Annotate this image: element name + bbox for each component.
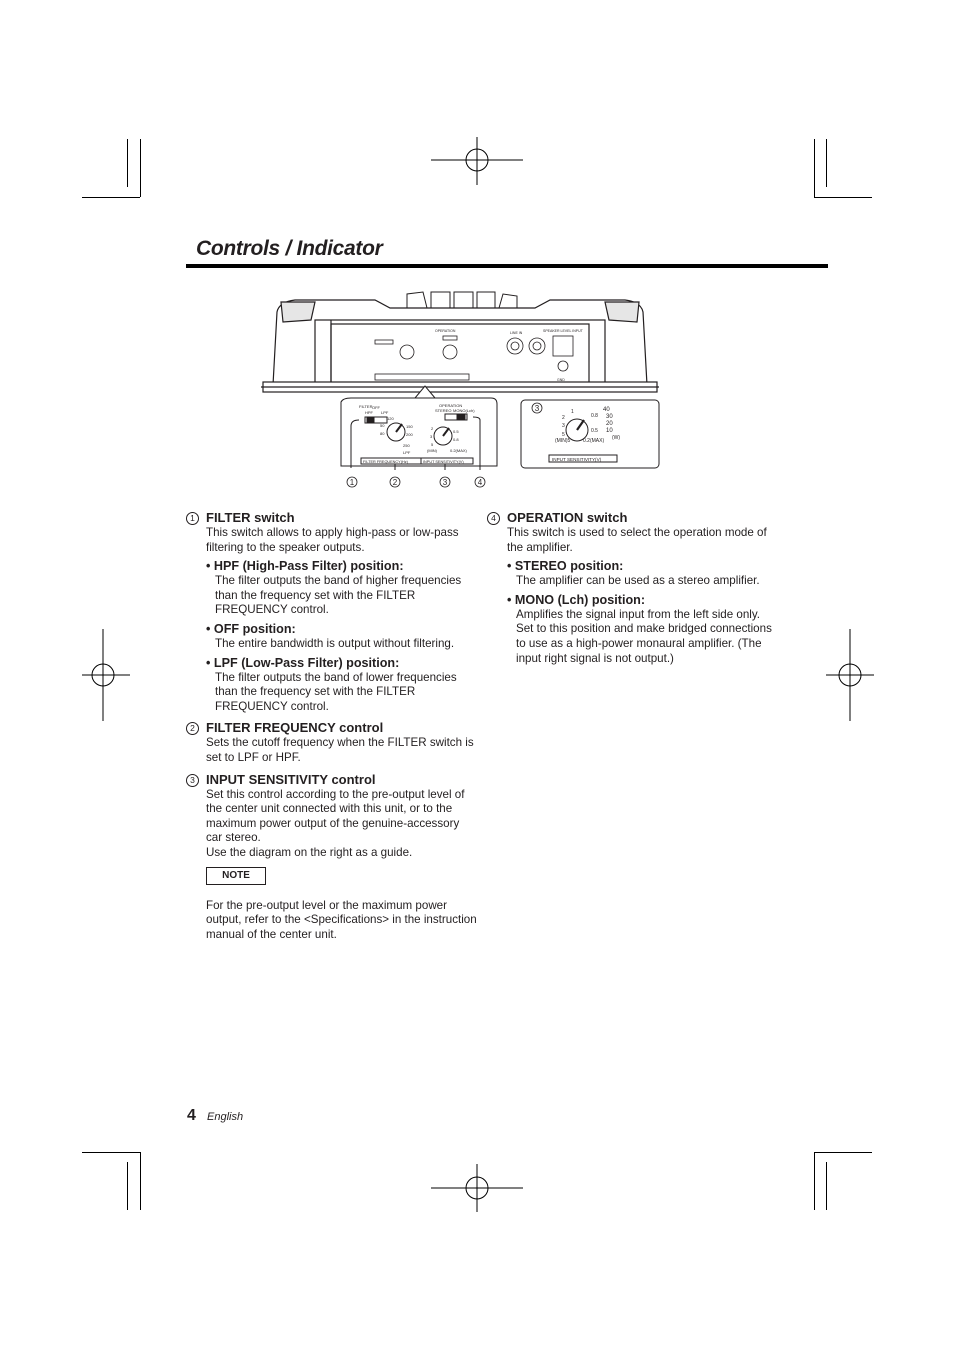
section-number: 2: [186, 722, 199, 735]
sens-zoom-2: 2: [562, 415, 565, 421]
callout-3: 3: [442, 478, 448, 487]
zoom-freq-80: 80: [380, 431, 385, 436]
sens-zoom-min: (MIN)5: [555, 438, 571, 444]
zoom-sens-2: 2: [431, 426, 434, 431]
registration-mark-left: [82, 629, 130, 721]
section-heading: FILTER FREQUENCY control: [206, 720, 384, 736]
section-number: 4: [487, 512, 500, 525]
callout-1: 1: [349, 478, 355, 487]
zoom-label-filter: FILTER: [359, 404, 373, 409]
registration-mark-bottom: [431, 1164, 523, 1212]
section-heading: OPERATION switch: [507, 510, 628, 525]
heatsink-fins: [407, 292, 517, 308]
sens-zoom-08: 0.8: [591, 413, 598, 419]
registration-mark-top: [431, 137, 523, 185]
sens-zoom-max: 0.2(MAX): [583, 438, 605, 444]
page-title: Controls / Indicator: [196, 237, 383, 260]
zoom-freq-120: 120: [387, 416, 394, 421]
zoom-sens-3: 3: [430, 434, 433, 439]
sub-body: The amplifier can be used as a stereo amplifier.: [516, 574, 760, 588]
sens-zoom-3: 3: [562, 423, 565, 429]
callout-2: 2: [392, 478, 398, 487]
section-filter-switch: [186, 510, 478, 714]
sub-heading: • LPF (Low-Pass Filter) position:: [206, 655, 400, 670]
sens-zoom-05: 0.5: [591, 428, 598, 434]
zoom-label-input-sensitivity: INPUT SENSITIVITY(V): [423, 460, 464, 464]
zoom-label-hpf: HPF: [365, 410, 373, 415]
section-body: Sets the cutoff frequency when the FILTER switch is set to LPF or HPF.: [206, 736, 474, 764]
section-body-2: Use the diagram on the right as a guide.: [206, 845, 413, 859]
sub-body: Amplifies the signal input from the left side only. Set to this position and make bridged connections to use as a high-power monaural amplifier. (The input right signal is not output.): [516, 607, 772, 665]
zoom-label-off: OFF: [372, 405, 380, 410]
sub-body: The entire bandwidth is output without filtering.: [215, 636, 455, 650]
amplifier-diagram: [255, 290, 665, 490]
section-number: 3: [186, 774, 199, 787]
page-language: English: [207, 1111, 244, 1123]
right-column: [487, 510, 777, 666]
section-heading: INPUT SENSITIVITY control: [206, 771, 376, 787]
callout-3-zoom: 3: [534, 404, 540, 413]
note-body: For the pre-output level or the maximum power output, refer to the <Specifications> in the instruction manual of the center unit.: [206, 898, 477, 941]
sub-body: The filter outputs the band of lower frequencies than the frequency set with the FILTER FREQUENCY control.: [215, 670, 457, 713]
callout-4: 4: [477, 478, 483, 487]
zoom-sens-5: 5: [431, 442, 434, 447]
zoom-label-stereo: STEREO: [435, 408, 452, 413]
registration-mark-right: [826, 629, 874, 721]
sub-heading: • STEREO position:: [507, 559, 624, 574]
watt-30: 30: [606, 414, 613, 420]
sens-zoom-label: INPUT SENSITIVITY(V): [552, 457, 602, 462]
zoom-label-max: 0.2(MAX): [450, 448, 467, 453]
section-filter-frequency: [186, 720, 478, 765]
body-label-speaker-level: SPEAKER LEVEL INPUT: [543, 329, 583, 333]
zoom-freq-50: 50: [380, 423, 385, 428]
zoom-label-min: (MIN): [427, 448, 437, 453]
body-label-operation: OPERATION: [435, 329, 456, 333]
zoom-freq-250: 250: [403, 443, 410, 448]
sens-zoom-1: 1: [571, 409, 574, 415]
page-number: 4: [187, 1107, 196, 1124]
body-label-line-in: LINE IN: [510, 331, 523, 335]
watt-40: 40: [603, 407, 610, 413]
sub-heading: • MONO (Lch) position:: [507, 592, 646, 607]
zoom-label-operation: OPERATION: [439, 403, 463, 408]
section-heading: FILTER switch: [206, 510, 295, 525]
section-operation-switch: [487, 510, 777, 666]
section-body: Set this control according to the pre-output level of the center unit connected with this unit, or to the maximum power output of the genuine-accessory car stereo.: [206, 787, 465, 845]
section-body: This switch is used to select the operation mode of the amplifier.: [507, 526, 767, 554]
zoom-label-lpf: LPF: [381, 410, 389, 415]
section-body: This switch allows to apply high-pass or low-pass filtering to the speaker outputs.: [206, 526, 459, 554]
zoom-freq-150: 150: [406, 424, 413, 429]
sens-zoom-5: 5: [562, 432, 565, 438]
title-rule: [186, 264, 828, 268]
zoom-label-lpf-2: LPF: [403, 450, 411, 455]
zoom-label-filter-frequency: FILTER FREQUENCY(Hz): [363, 460, 408, 464]
zoom-label-mono: MONO(Lch): [453, 408, 475, 413]
watt-20: 20: [606, 421, 613, 427]
section-input-sensitivity: [186, 772, 478, 943]
sub-body: The filter outputs the band of higher frequencies than the frequency set with the FILTER FREQUENCY control.: [215, 574, 462, 617]
zoom-sens-05: 0.5: [453, 429, 459, 434]
left-column: [186, 510, 478, 942]
watt-10: 10: [606, 428, 613, 434]
sub-heading: • OFF position:: [206, 621, 296, 636]
body-label-gnd: GND: [557, 378, 565, 382]
zoom-sens-08: 0.8: [453, 437, 459, 442]
watt-unit: (W): [612, 435, 621, 441]
section-number: 1: [186, 512, 199, 525]
zoom-freq-200: 200: [406, 432, 413, 437]
note-label: NOTE: [206, 867, 266, 885]
sub-heading: • HPF (High-Pass Filter) position:: [206, 559, 404, 574]
